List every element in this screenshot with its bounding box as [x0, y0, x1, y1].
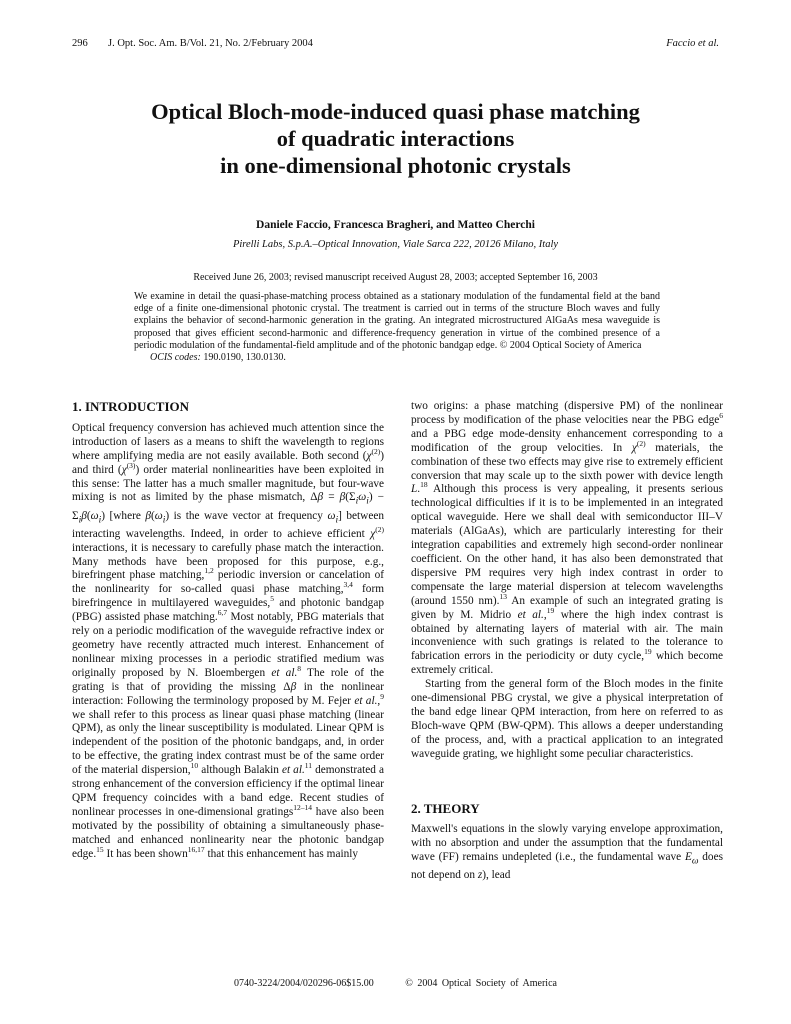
page-number: 296: [72, 38, 88, 49]
ocis-codes: [134, 352, 660, 364]
running-author: Faccio et al.: [666, 38, 719, 49]
section-heading-theory: 2. THEORY: [411, 800, 480, 816]
title-line-3: in one-dimensional photonic crystals: [220, 153, 571, 178]
title-line-2: of quadratic interactions: [276, 126, 515, 151]
author-list: Daniele Faccio, Francesca Bragheri, and Matteo Cherchi: [256, 219, 535, 231]
footer-code: 0740-3224/2004/020296-06$15.00: [234, 978, 374, 989]
affiliation: Pirelli Labs, S.p.A.–Optical Innovation, Viale Sarca 222, 20126 Milano, Italy: [232, 239, 559, 250]
body-paragraph: Starting from the general form of the Bloch modes in the finite one-dimensional PBG crystal, we give a physical interpretation of the band edge linear QPM interaction, from here on referred to as Bloch-wave QPM (BW-QPM). This allows a deeper understanding of the process, and, with a practical application to an integrated waveguide grating, we highlight some peculiar characteristics.: [411, 678, 723, 760]
paper-title: [60, 98, 731, 179]
column-right: [411, 400, 723, 883]
received-dates: Received June 26, 2003; revised manuscript received August 28, 2003; accepted September 16, 2003: [193, 272, 598, 283]
ocis-values: 190.0190, 130.0130.: [203, 352, 286, 364]
body-paragraph: two origins: a phase matching (dispersive PM) of the nonlinear process by modification of the phase velocities near the PBG edge$^6$ and a PBG edge mode-density enhancement corresponding to a modification of the group velocities. In $\chi^{(2)}$ materials, the combination of these two effects may give rise to extremely efficient conversion that may scale up to the sixth power with device length L.$^{18}$ Although this process is very appealing, it presents serious technological difficulties if it is to be implemented in an integrated optical waveguide. Here we shall deal with semiconductor III–V materials (AlGaAs), which are particularly interesting for their integration capabilities and extremely high second-order nonlinear coefficient. On the other hand, it has also been demonstrated that dispersive PM requires very high index contrast in order to compensate the large material dispersion at telecom wavelengths (around 1550 nm).$^{13}$ An example of such an integrated grating is given by M. Midrio et al.,$^{19}$ where the high index contrast is obtained by alternating layers of material with air. The main inconvenience with such gratings is related to the tolerance to fabrication errors in the periodicity or duty cycle,$^{19}$ which become extremely critical.: [411, 400, 724, 677]
footer-copyright: © 2004 Optical Society of America: [405, 978, 557, 989]
body-paragraph: Maxwell's equations in the slowly varying envelope approximation, with no absorption and under the assumption that the fundamental wave (FF) remains undepleted (i.e., the fundamental wave $E_\omega$ does not depend on z), lead: [411, 823, 723, 882]
page-footer: [0, 978, 791, 989]
title-line-1: Optical Bloch-mode-induced quasi phase matching: [151, 99, 640, 124]
abstract: [134, 291, 660, 364]
abstract-text: We examine in detail the quasi-phase-matching process obtained as a stationary modulation of the fundamental field at the band edge of a finite one-dimensional photonic crystal. The treatment is carried out in terms of the structure Bloch waves and fully explains the behavior of second-harmonic generation in the grating. An integrated microstructured AlGaAs mesa waveguide is proposed that gives efficient second-harmonic and difference-frequency generation in virtue of the combined presence of a periodic modulation of the fundamental-field amplitude and of the photonic bandgap edge. © 2004 Optical Society of America: [134, 291, 660, 351]
column-left: [72, 400, 384, 862]
journal-citation: J. Opt. Soc. Am. B/Vol. 21, No. 2/February 2004: [108, 38, 313, 49]
body-paragraph: Optical frequency conversion has achieved much attention since the introduction of lasers as a means to shift the wavelength to regions where amplifying media are not easily available. Both second $(\chi^{(2)})$ and third $(\chi^{(3)})$ order material nonlinearities have been exploited in this sense: The latter has a much smaller magnitude, but four-wave mixing is not as limited by the phase mismatch, $\Delta\beta = \beta(\Sigma_i\omega_i) - \Sigma_i\beta(\omega_i)$ [where $\beta(\omega_i)$ is the wave vector at frequency $\omega_i$] between interacting wavelengths. Indeed, in order to achieve efficient $\chi^{(2)}$ interactions, it is necessary to carefully phase match the interaction. Many methods have been proposed for this purpose, e.g., birefringent phase matching,$^{1,2}$ periodic inversion or cancelation of the nonlinearity for so-called quasi phase matching,$^{3,4}$ form birefringence in multilayered waveguides,$^5$ and photonic bandgap (PBG) assisted phase matching.$^{6,7}$ Most notably, PBG materials that rely on a periodic modification of the waveguide refractive index or geometry have recently attracted much interest. Enhancement of nonlinear mixing processes in a periodic stratified medium was originally proposed by N. Bloembergen et al.$^8$ The role of the grating is that of providing the missing Δβ in the nonlinear interaction: Following the terminology proposed by M. Fejer et al.,$^9$ we shall refer to this process as linear quasi phase matching (linear QPM), as only the linear susceptibility is modulated. Linear QPM is independent of the position of the photonic bandgaps, and, in order to be effective, the grating index contrast must be of the same order of the material dispersion,$^{10}$ although Balakin et al.$^{11}$ demonstrated a strong enhancement of the conversion efficiency if the optimal linear QPM frequency coincides with a band edge. Recent studies of nonlinear processes in one-dimensional gratings$^{12-14}$ have also been motivated by the possibility of obtaining a simultaneously phase-matched and enhanced nonlinearity near the photonic bandgap edge.$^{15}$ It has been shown$^{16,17}$ that this enhancement has mainly: [72, 421, 385, 860]
section-heading-introduction: 1. INTRODUCTION: [72, 399, 190, 414]
ocis-label: OCIS codes:: [150, 352, 201, 364]
